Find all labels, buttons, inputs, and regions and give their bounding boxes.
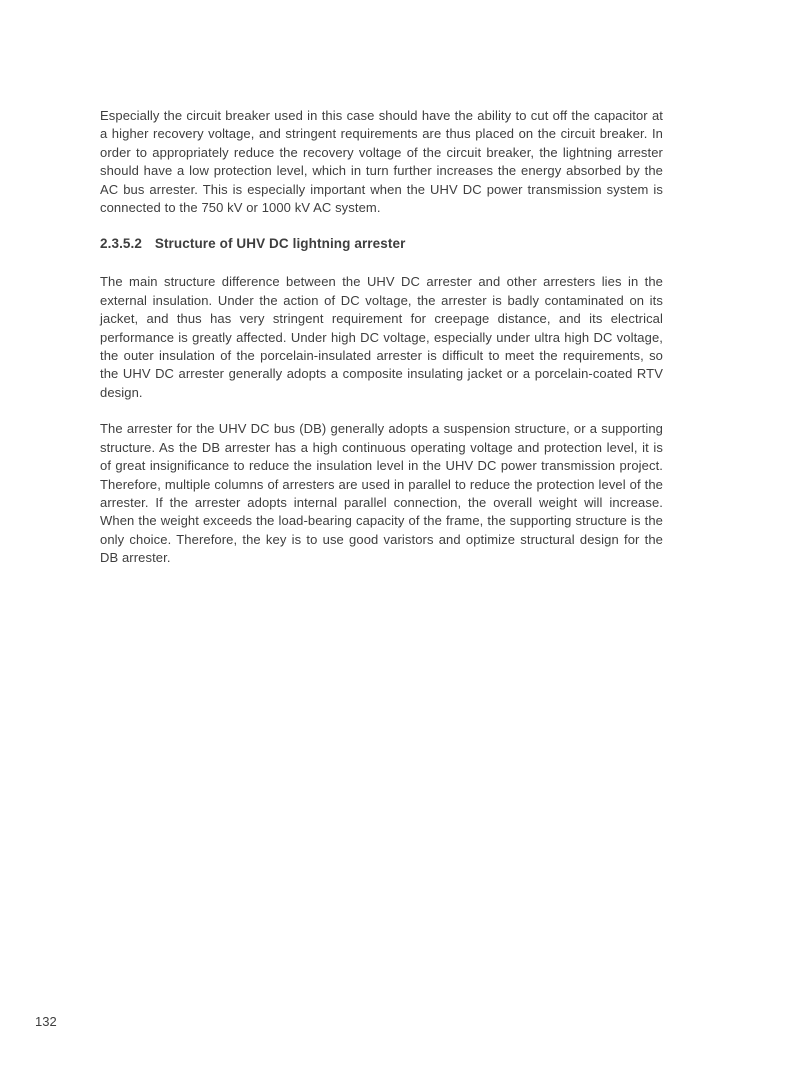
section-number: 2.3.5.2 — [100, 236, 142, 252]
body-paragraph: The main structure difference between the UHV DC arrester and other arresters lies in the external insulation. Under the action of DC voltage, the arrester is badly contaminated on its jacket, and thus has very stringent requirement for creepage distance, and its electrical performance is greatly affected. Under high DC voltage, especially under ultra high DC voltage, the outer insulation of the porcelain-insulated arrester is difficult to meet the requirements, so the UHV DC arrester generally adopts a composite insulating jacket or a porcelain-coated RTV design. — [100, 274, 663, 400]
body-paragraph: The arrester for the UHV DC bus (DB) generally adopts a suspension structure, or a supporting structure. As the DB arrester has a high continuous operating voltage and protection level, it is of great insignificance to reduce the insulation level in the UHV DC power transmission project. Therefore, multiple columns of arresters are used in parallel to reduce the protection level of the arrester. If the arrester adopts internal parallel connection, the overall weight will increase. When the weight exceeds the load-bearing capacity of the frame, the supporting structure is the only choice. Therefore, the key is to use good varistors and optimize structural design for the DB arrester. — [100, 421, 663, 566]
section-heading — [100, 235, 663, 253]
page-content — [100, 107, 663, 586]
intro-paragraph: Especially the circuit breaker used in this case should have the ability to cut off the capacitor at a higher recovery voltage, and stringent requirements are thus placed on the circuit breaker. In order to appropriately reduce the recovery voltage of the circuit breaker, the lightning arrester should have a low protection level, which in turn further increases the energy absorbed by the AC bus arrester. This is especially important when the UHV DC power transmission system is connected to the 750 kV or 1000 kV AC system. — [100, 108, 663, 216]
section-title: Structure of UHV DC lightning arrester — [154, 236, 406, 252]
page-number: 132 — [35, 1014, 57, 1029]
